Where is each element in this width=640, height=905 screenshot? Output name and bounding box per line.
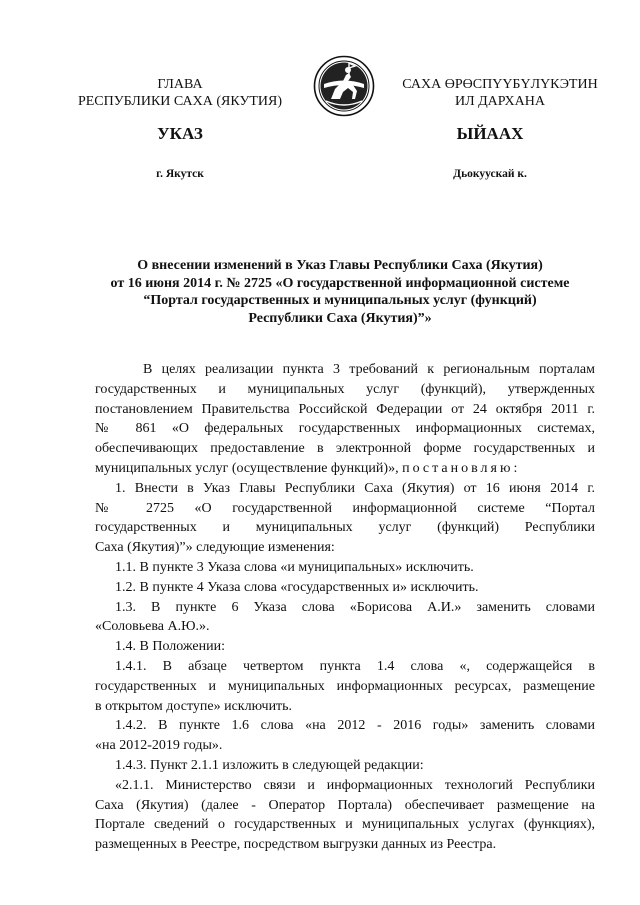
body-line: «Соловьева А.Ю.». [95,619,210,635]
document-title [80,257,600,327]
header-right [380,76,620,110]
city-left: г. Якутск [156,168,204,180]
document-body [95,360,595,855]
body-line: Портале сведений о государственных и муниципальных услугах (функциях), [95,817,595,833]
header-left-line1: ГЛАВА [157,77,203,92]
body-line: постановлением Правительства Российской Федерации от 24 октября 2011 г. [95,401,595,417]
doc-type-yyaah: ЫЙААХ [456,124,524,143]
body-line: 1.4. В Положении: [115,639,225,655]
title-line: от 16 июня 2014 г. № 2725 «О государственной информационной системе [110,275,570,291]
body-line: размещенных в Реестре, посредством выгрузки данных из Реестра. [95,837,497,853]
body-line: 1.4.3. Пункт 2.1.1 изложить в следующей редакции: [115,757,424,773]
body-text: муниципальных услуг (осуществление функций)», [95,460,399,476]
body-line: 1. Внести в Указ Главы Республики Саха (Якутия) от 16 июня 2014 г. [115,480,595,496]
body-line: № 2725 «О государственной информационной системе “Портал [95,500,595,516]
header-left [60,76,300,110]
title-line: Республики Саха (Якутия)”» [248,310,432,326]
header-right-line1: САХА ӨРӨСПҮҮБҮЛҮКЭТИН [402,77,598,92]
title-line: О внесении изменений в Указ Главы Республики Саха (Якутия) [137,258,543,273]
body-line: государственных и муниципальных услуг (функций), утвержденных [95,381,595,397]
body-line: «на 2012-2019 годы». [95,738,223,754]
body-line: В целях реализации пункта 3 требований к региональным порталам [143,362,595,377]
city-right: Дьокуускай к. [453,168,527,180]
header-right-line2: ИЛ ДАРХАНА [454,94,545,109]
body-line: государственных и муниципальных информационных ресурсах, размещение [95,678,595,694]
body-line: в открытом доступе» исключить. [95,698,293,714]
body-line: государственных и муниципальных услуг (функций) Республики [95,520,595,536]
body-line: 1.4.2. В пункте 1.6 слова «на 2012 - 2016 годы» заменить словами [115,718,595,734]
body-line: 1.3. В пункте 6 Указа слова «Борисова А.И.» заменить словами [115,599,595,615]
body-line: 1.2. В пункте 4 Указа слова «государственных и» исключить. [115,579,479,595]
coat-of-arms-emblem [313,55,375,117]
body-line [95,459,595,479]
body-line: № 861 «О федеральных государственных информационных системах, [95,421,595,437]
body-line: 1.4.1. В абзаце четвертом пункта 1.4 слова «, содержащейся в [115,658,595,674]
body-line: обеспечивающих предоставление в электронной форме государственных и [95,441,595,457]
doc-type-ukaz: УКАЗ [157,124,203,143]
title-line: “Портал государственных и муниципальных услуг (функций) [143,293,537,308]
body-line: 1.1. В пункте 3 Указа слова «и муниципальных» исключить. [115,559,474,575]
body-line: Саха (Якутия)”» следующие изменения: [95,540,335,556]
body-text-spaced: постановляю: [402,460,521,476]
body-line: Саха (Якутия) (далее - Оператор Портала) обеспечивает размещение на [95,797,595,813]
body-line: «2.1.1. Министерство связи и информационных технологий Республики [115,777,595,793]
header-left-line2: РЕСПУБЛИКИ САХА (ЯКУТИЯ) [77,94,283,109]
